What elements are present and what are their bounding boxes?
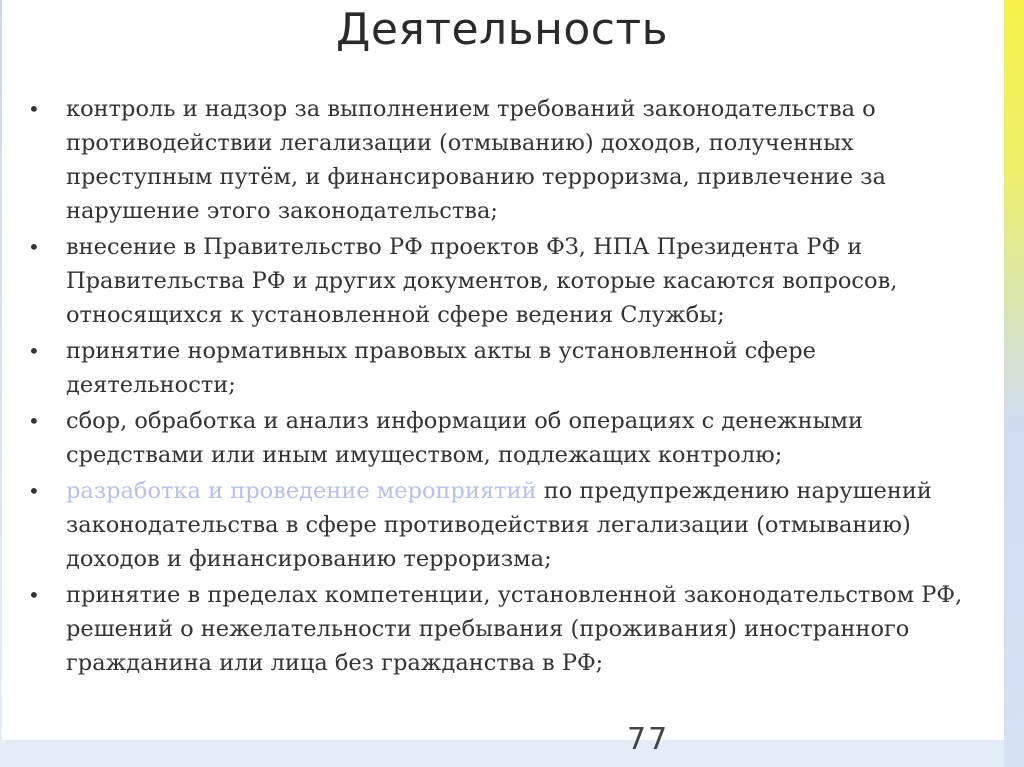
list-item bbox=[28, 334, 978, 402]
bullet-marker: • bbox=[28, 235, 40, 259]
slide-title: Деятельность bbox=[335, 4, 669, 55]
list-item bbox=[28, 230, 978, 332]
list-item bbox=[28, 474, 978, 576]
hyperlink-text[interactable]: разработка и проведение мероприятий bbox=[66, 478, 537, 504]
list-item-text: по предупреждению нарушений законодательства в сфере противодействия легализации (отмыванию) доходов и финансированию терроризма; bbox=[66, 478, 932, 572]
slide-left-edge bbox=[0, 0, 2, 767]
bullet-marker: • bbox=[28, 479, 40, 503]
slide-right-gradient-strip bbox=[1004, 0, 1024, 767]
list-item-text: контроль и надзор за выполнением требований законодательства о противодействии легализации (отмыванию) доходов, полученных преступным путём, и финансированию терроризма, привлечение за нарушение этого законодательства; bbox=[66, 96, 886, 224]
list-item bbox=[28, 92, 978, 228]
list-item-text: сбор, обработка и анализ информации об операциях с денежными средствами или иным имуществом, подлежащих контролю; bbox=[66, 408, 864, 468]
bullet-marker: • bbox=[28, 97, 40, 121]
bullet-marker: • bbox=[28, 583, 40, 607]
list-item-text: принятие в пределах компетенции, установленной законодательством РФ, решений о нежелательности пребывания (проживания) иностранного гражданина или лица без гражданства в РФ; bbox=[66, 582, 963, 676]
list-item bbox=[28, 404, 978, 472]
list-item-text: внесение в Правительство РФ проектов ФЗ, НПА Президента РФ и Правительства РФ и других документов, которые касаются вопросов, относящихся к установленной сфере ведения Службы; bbox=[66, 234, 898, 328]
bullet-marker: • bbox=[28, 339, 40, 363]
list-item bbox=[28, 578, 978, 680]
list-item-text: принятие нормативных правовых акты в установленной сфере деятельности; bbox=[66, 338, 816, 398]
page-number: 77 bbox=[627, 722, 670, 757]
slide-bottom-strip bbox=[0, 740, 1004, 767]
bullet-marker: • bbox=[28, 409, 40, 433]
bullet-list bbox=[28, 92, 978, 682]
